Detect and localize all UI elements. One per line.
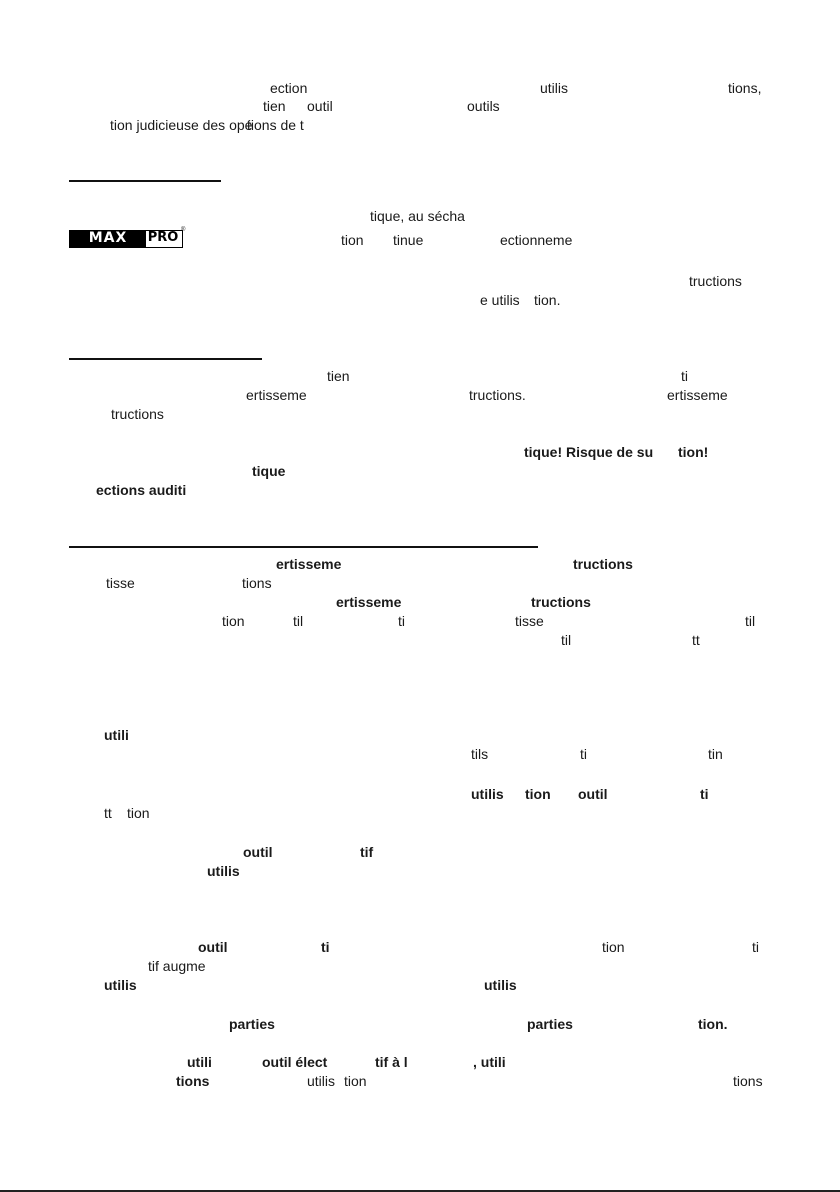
text-fragment: tisse bbox=[106, 575, 135, 591]
text-fragment: outil élect bbox=[262, 1054, 328, 1070]
text-fragment: tructions bbox=[573, 556, 633, 572]
text-fragment: outil bbox=[578, 786, 608, 802]
text-fragment: tion bbox=[602, 939, 625, 955]
text-fragment: ti bbox=[580, 746, 587, 762]
section-heading-rule bbox=[69, 180, 221, 182]
text-fragment: tructions bbox=[531, 594, 591, 610]
text-fragment: tif à l bbox=[375, 1054, 408, 1070]
text-fragment: ti bbox=[398, 613, 405, 629]
text-fragment: ti bbox=[681, 368, 688, 384]
text-fragment: tion. bbox=[698, 1016, 728, 1032]
text-fragment: tion. bbox=[534, 292, 561, 308]
text-fragment: tion bbox=[525, 786, 551, 802]
text-fragment: ti bbox=[321, 939, 330, 955]
maxpro-logo: MAX PRO ® bbox=[69, 230, 183, 248]
text-fragment: tien bbox=[263, 98, 286, 114]
text-fragment: tions bbox=[242, 575, 272, 591]
text-fragment: tion judicieuse des opé bbox=[110, 117, 253, 133]
text-fragment: tructions bbox=[111, 406, 164, 422]
text-fragment: tion bbox=[344, 1073, 367, 1089]
text-fragment: outil bbox=[198, 939, 228, 955]
text-fragment: tisse bbox=[515, 613, 544, 629]
text-fragment: tique, au sécha bbox=[370, 208, 465, 224]
text-fragment: tien bbox=[327, 368, 350, 384]
text-fragment: utilis bbox=[484, 977, 517, 993]
warning-text: ections auditi bbox=[96, 482, 187, 498]
text-fragment: outil bbox=[307, 98, 333, 114]
text-fragment: ertisseme bbox=[336, 594, 402, 610]
section-heading-rule bbox=[69, 358, 262, 360]
text-fragment: tif bbox=[360, 844, 374, 860]
text-fragment: tils bbox=[471, 746, 489, 762]
text-fragment: til bbox=[561, 632, 572, 648]
text-fragment: til bbox=[293, 613, 304, 629]
text-fragment: outils bbox=[467, 98, 500, 114]
text-fragment: til bbox=[745, 613, 756, 629]
text-fragment: ertisseme bbox=[246, 387, 307, 403]
warning-text: tion! bbox=[678, 444, 709, 460]
text-fragment: tions, bbox=[728, 80, 762, 96]
text-fragment: tion bbox=[341, 232, 364, 248]
text-fragment: tin bbox=[708, 746, 723, 762]
text-fragment: utilis bbox=[104, 977, 137, 993]
text-fragment: tif augme bbox=[148, 958, 206, 974]
text-fragment: ectionneme bbox=[500, 232, 573, 248]
text-fragment: ti bbox=[752, 939, 759, 955]
text-fragment: parties bbox=[229, 1016, 275, 1032]
text-fragment: tt bbox=[104, 805, 112, 821]
text-fragment: tions bbox=[733, 1073, 763, 1089]
text-fragment: ection bbox=[270, 80, 308, 96]
text-fragment: parties bbox=[527, 1016, 573, 1032]
text-fragment: ertisseme bbox=[276, 556, 342, 572]
text-fragment: tion bbox=[222, 613, 245, 629]
text-fragment: utilis bbox=[471, 786, 504, 802]
text-fragment: tt bbox=[692, 632, 700, 648]
text-fragment: , utili bbox=[473, 1054, 506, 1070]
section-heading-rule bbox=[69, 546, 538, 548]
text-fragment: utilis bbox=[540, 80, 569, 96]
text-fragment: utilis bbox=[207, 863, 240, 879]
text-fragment: utili bbox=[104, 727, 129, 743]
text-fragment: tions de t bbox=[247, 117, 304, 133]
text-fragment: tructions bbox=[689, 273, 742, 289]
text-fragment: ertisseme bbox=[667, 387, 728, 403]
text-fragment: ti bbox=[700, 786, 709, 802]
text-fragment: e utilis bbox=[480, 292, 520, 308]
text-fragment: tions bbox=[176, 1073, 210, 1089]
text-fragment: utili bbox=[187, 1054, 212, 1070]
warning-text: tique! Risque de su bbox=[524, 444, 654, 460]
text-fragment: outil bbox=[243, 844, 273, 860]
text-fragment: tinue bbox=[393, 232, 424, 248]
text-fragment: tructions. bbox=[469, 387, 526, 403]
text-fragment: tion bbox=[127, 805, 150, 821]
warning-text: tique bbox=[252, 463, 286, 479]
text-fragment: utilis bbox=[307, 1073, 336, 1089]
